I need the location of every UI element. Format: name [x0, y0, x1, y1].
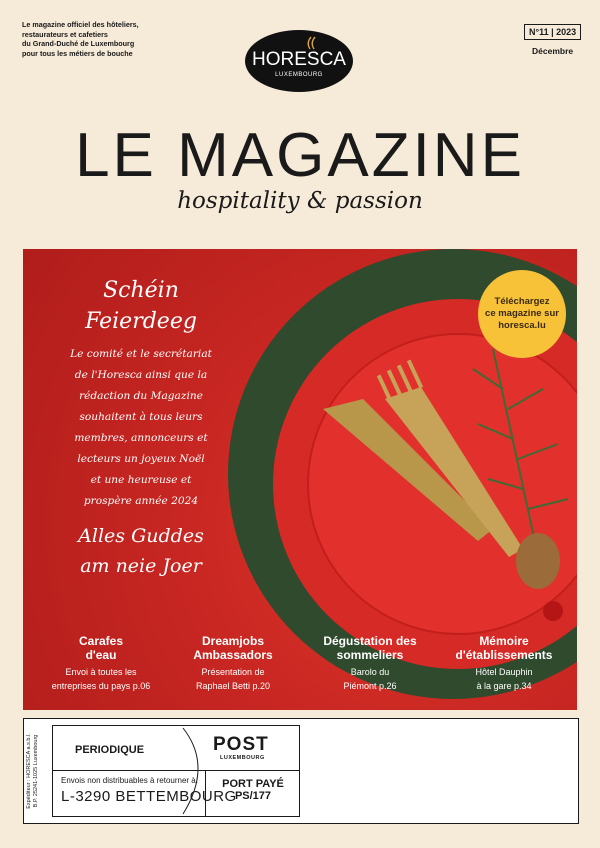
teaser-desc — [435, 665, 573, 693]
tagline-line: du Grand-Duché de Luxembourg — [22, 39, 135, 48]
issue-number: N°11 | 2023 — [524, 24, 581, 40]
tagline — [22, 20, 162, 58]
post-logo-sub: LUXEMBOURG — [220, 755, 265, 761]
teaser-title-line: Dégustation des — [323, 634, 417, 648]
greeting-closing-line: Alles Guddes — [78, 525, 204, 547]
pine-cone-icon — [516, 533, 560, 589]
teaser-memoire[interactable] — [435, 634, 573, 693]
return-address: L-3290 BETTEMBOURG — [61, 788, 237, 805]
horesca-logo — [244, 29, 354, 93]
teaser-desc-line: Raphael Betti p.20 — [195, 681, 271, 691]
greeting-line: de l'Horesca ainsi que la — [74, 369, 208, 381]
greeting-message — [41, 344, 241, 512]
tagline-line: Le magazine officiel des hôteliers, — [22, 20, 139, 29]
teaser-carafes[interactable] — [31, 634, 171, 693]
teaser-desc — [305, 665, 435, 693]
teaser-title — [171, 634, 295, 662]
greeting-closing-line: am neie Joer — [80, 555, 202, 577]
greeting-line: prospère année 2024 — [83, 495, 199, 507]
greeting-line: souhaitent à tous leurs — [79, 411, 203, 423]
teaser-title-line: Dreamjobs — [201, 634, 265, 648]
teaser-title-line: sommeliers — [336, 648, 404, 662]
port-paye-box — [205, 770, 300, 816]
teaser-title — [31, 634, 171, 662]
teaser-desc-line: entreprises du pays p.06 — [51, 681, 151, 691]
sender-line — [26, 727, 32, 815]
logo-name: HORESCA — [252, 49, 346, 70]
ps-number: PS/177 — [234, 790, 272, 802]
magazine-title: LE MAGAZINE — [75, 121, 525, 190]
issue-month: Décembre — [532, 46, 574, 56]
greeting-title-line: Feierdeeg — [85, 309, 197, 334]
teaser-desc-line: Barolo du — [350, 667, 390, 677]
post-logo: POST — [213, 734, 269, 755]
greeting-closing — [37, 521, 245, 581]
greeting-line: rédaction du Magazine — [79, 390, 203, 402]
teaser-title-line: Carafes — [78, 634, 124, 648]
teaser-desc-line: à la gare p.34 — [476, 681, 532, 691]
teaser-title — [305, 634, 435, 662]
teaser-desc-line: Présentation de — [201, 667, 265, 677]
teaser-degustation[interactable] — [305, 634, 435, 693]
teaser-title-line: Ambassadors — [193, 648, 273, 662]
greeting-title — [41, 275, 241, 337]
teaser-desc-line: Hôtel Dauphin — [475, 667, 533, 677]
teaser-desc — [31, 665, 171, 693]
berry-icon — [543, 601, 563, 621]
mailing-panel — [23, 718, 579, 824]
teaser-title — [435, 634, 573, 662]
teaser-title-line: Mémoire — [479, 634, 529, 648]
sender-text: B.P. 25241-1025 Luxembourg — [33, 734, 39, 808]
return-notice: Envois non distribuables à retourner à: — [61, 776, 198, 785]
teaser-desc — [171, 665, 295, 693]
badge-line: ce magazine sur — [485, 308, 559, 319]
periodique-label: PERIODIQUE — [75, 744, 145, 756]
teaser-desc-line: Piémont p.26 — [343, 681, 397, 691]
badge-line: Téléchargez — [494, 296, 550, 307]
teaser-desc-line: Envoi à toutes les — [65, 667, 137, 677]
postage-box — [52, 725, 300, 817]
teaser-title-line: d'eau — [85, 648, 117, 662]
greeting-line: et une heureuse et — [90, 474, 192, 486]
badge-link[interactable]: horesca.lu — [498, 320, 546, 331]
teaser-dreamjobs[interactable] — [171, 634, 295, 693]
greeting-title-line: Schéin — [103, 278, 179, 303]
magazine-subtitle: hospitality & passion — [177, 188, 423, 214]
download-badge[interactable] — [478, 270, 566, 358]
teaser-title-line: d'établissements — [455, 648, 553, 662]
logo-sub: LUXEMBOURG — [275, 72, 323, 78]
sender-line — [33, 727, 39, 815]
tagline-line: restaurateurs et cafetiers — [22, 29, 108, 39]
issue-info — [524, 24, 581, 56]
greeting-line: lecteurs un joyeux Noël — [77, 453, 205, 465]
tagline-line: pour tous les métiers de bouche — [22, 48, 133, 58]
sender-info-2 — [33, 727, 45, 815]
greeting-line: Le comité et le secrétariat — [70, 348, 212, 360]
port-paye: PORT PAYÉ — [222, 778, 284, 790]
greeting-line: membres, annonceurs et — [74, 432, 208, 444]
sender-text: Expéditeur : HORESCA a.s.b.l. — [26, 733, 32, 809]
cover-image — [23, 249, 577, 710]
